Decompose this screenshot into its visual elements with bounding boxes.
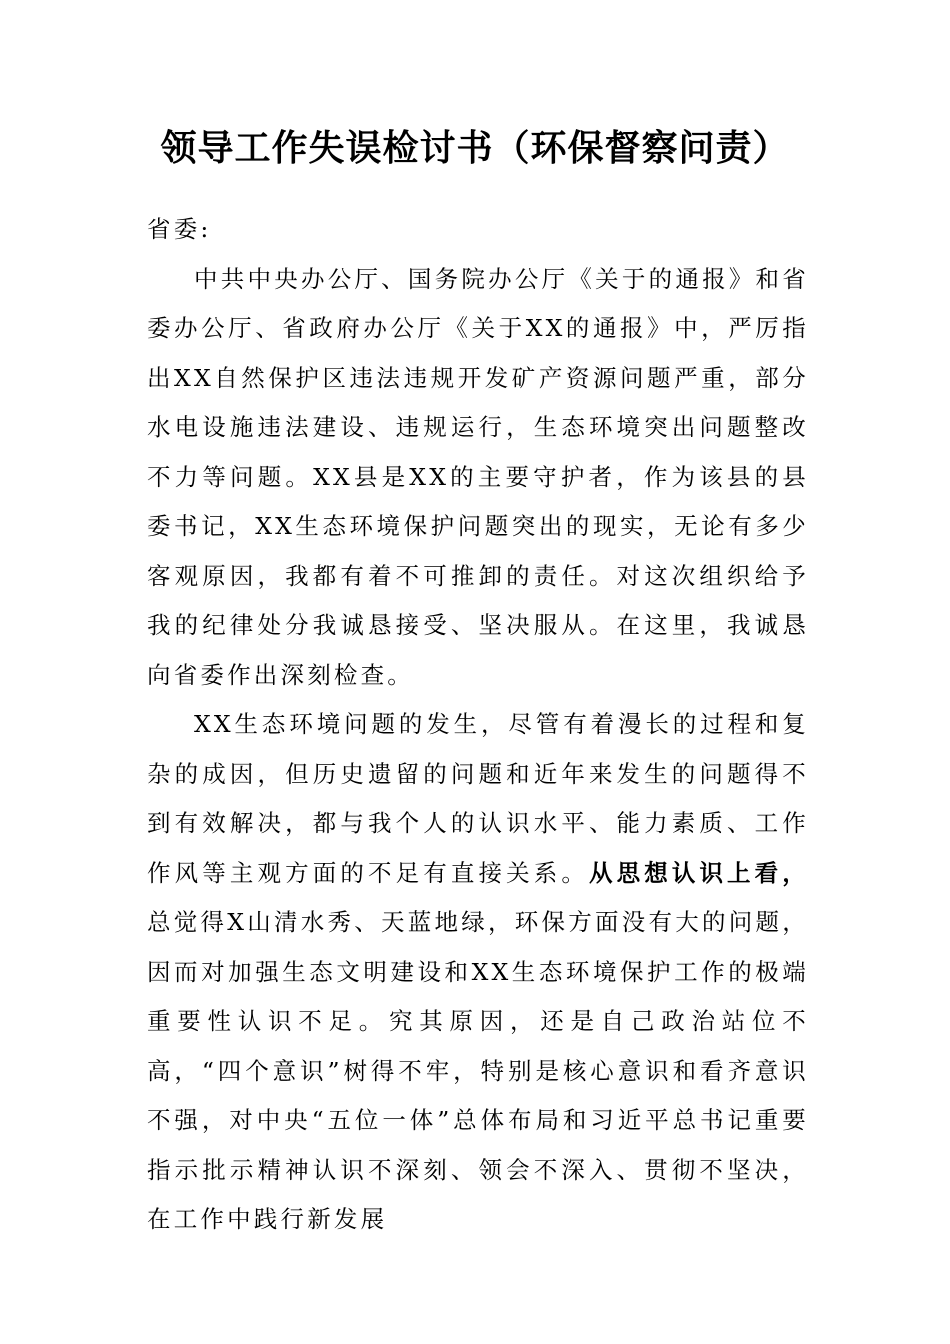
paragraph-2-text-start: XX生态环境问题的发生，尽管有着漫长的过程和复杂的成因，但历史遗留的问题和近年来发生的问题得不到有效解决，都与我个人的认识水平、能力素质、工作作风等主观方面的不足有直接关系。 bbox=[147, 710, 809, 887]
paragraph-2-text-end: 总觉得X山清水秀、天蓝地绿，环保方面没有大的问题，因而对加强生态文明建设和XX生态环境保护工作的极端重要性认识不足。究其原因，还是自己政治站位不高，“四个意识”树得不牢，特别是核心意识和看齐意识不强，对中央“五位一体”总体布局和习近平总书记重要指示批示精神认识不深刻、领会不深入、贯彻不坚决，在工作中践行新发展 bbox=[147, 908, 809, 1233]
salutation: 省委: bbox=[147, 215, 212, 243]
paragraph-2 bbox=[147, 700, 809, 1245]
document-body bbox=[147, 205, 809, 1245]
document-title: 领导工作失误检讨书（环保督察问责） bbox=[160, 127, 790, 169]
paragraph-1: 中共中央办公厅、国务院办公厅《关于的通报》和省委办公厅、省政府办公厅《关于XX的通报》中，严厉指出XX自然保护区违法违规开发矿产资源问题严重，部分水电设施违法建设、违规运行，生态环境突出问题整改不力等问题。XX县是XX的主要守护者，作为该县的县委书记，XX生态环境保护问题突出的现实，无论有多少客观原因，我都有着不可推卸的责任。对这次组织给予我的纪律处分我诚恳接受、坚决服从。在这里，我诚恳向省委作出深刻检查。 bbox=[147, 264, 809, 689]
paragraph-2-bold-heading: 从思想认识上看， bbox=[588, 858, 810, 887]
